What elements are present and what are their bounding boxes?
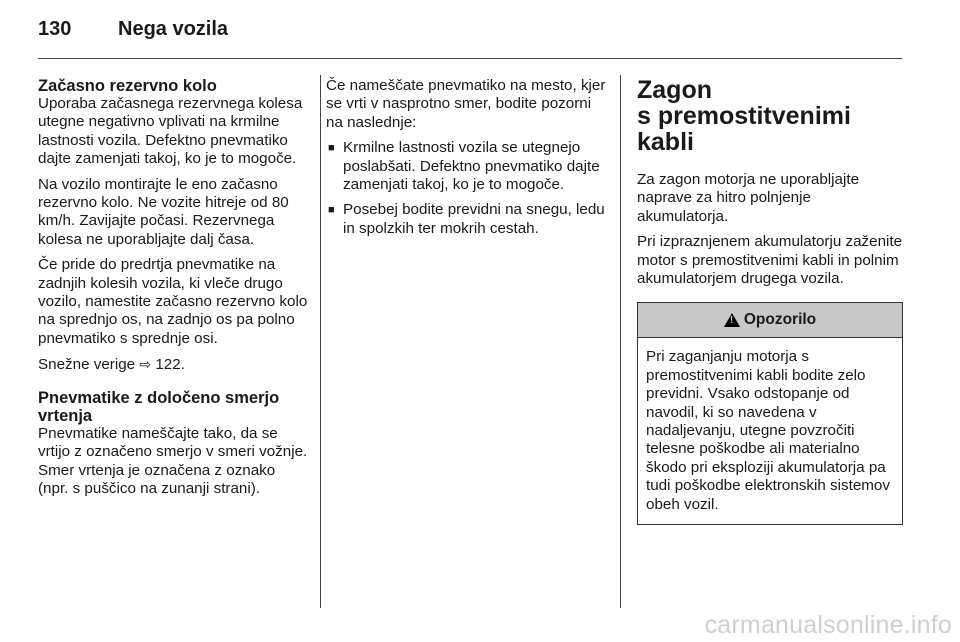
chapter-title: Nega vozila xyxy=(118,18,229,40)
page-number: 130 xyxy=(38,18,72,40)
paragraph: Če nameščate pnevmatiko na mesto, kjer se vrti v nasprotno smer, bodite pozorni na naslednje: xyxy=(326,77,606,131)
paragraph: Če pride do predrtja pnevmatike na zadnjih kolesih vozila, ki vleče drugo vozilo, namestite začasno rezervno kolo na sprednjo os, na zadnjo os pa polno pnevmatiko s sprednje osi. xyxy=(38,256,308,347)
column-left xyxy=(38,77,308,505)
list-item xyxy=(326,201,606,238)
paragraph: Za zagon motorja ne uporabljajte naprave za hitro polnjenje akumulatorja. xyxy=(637,171,860,225)
paragraph: Uporaba začasnega rezervnega kolesa utegne negativno vplivati na krmilne lastnosti vozila. Defektno pnevmatiko dajte zamenjati takoj, ko je to mogoče. xyxy=(38,95,303,168)
paragraph: Pri izpraznjenem akumulatorju zaženite motor s premostitvenimi kabli in polnim akumulatorjem drugega vozila. xyxy=(637,233,903,288)
page-header xyxy=(38,18,228,48)
column-right xyxy=(637,77,903,525)
list-item-text: Posebej bodite previdni na snegu, ledu in spolzkih ter mokrih cestah. xyxy=(343,201,605,237)
heading-line: s premostitvenimi kabli xyxy=(637,102,851,156)
list-item xyxy=(326,139,606,194)
square-bullet-icon: ■ xyxy=(328,142,335,155)
section-heading-directional-tyres: Pnevmatike z določeno smerjo vrtenja xyxy=(38,388,280,425)
warning-box xyxy=(637,302,903,525)
section-heading-jump-start xyxy=(637,77,903,155)
warning-text: Pri zaganjanju motorja s premostitvenimi kabli bodite zelo previdni. Vsako odstopanje od navodil, ki so navedena v nadaljevanju, utegne povzročiti telesne poškodbe ali materialno škodo pri eksploziji akumulatorja pa tudi poškodbe elektronskih sistemov obeh vozil. xyxy=(646,348,890,513)
list-item-text: Krmilne lastnosti vozila se utegnejo poslabšati. Defektno pnevmatiko dajte zamenjati takoj, ko je to mogoče. xyxy=(343,139,600,194)
warning-triangle-icon xyxy=(724,313,740,327)
paragraph: Pnevmatike nameščajte tako, da se vrtijo z označeno smerjo v smeri vožnje. Smer vrtenja je označena z oznako (npr. s puščico na zunanji strani). xyxy=(38,424,308,497)
section-heading-temporary-spare: Začasno rezervno kolo xyxy=(38,77,217,95)
warning-header xyxy=(638,303,902,338)
square-bullet-icon: ■ xyxy=(328,204,335,217)
column-divider xyxy=(620,75,621,608)
cross-reference-page: 122. xyxy=(155,356,185,374)
column-middle xyxy=(326,77,606,245)
heading-line: Zagon xyxy=(637,76,712,104)
paragraph: Na vozilo montirajte le eno začasno rezervno kolo. Ne vozite hitreje od 80 km/h. Zavijajte počasi. Rezervnega kolesa ne uporabljajte dalj časa. xyxy=(38,175,289,248)
cross-reference xyxy=(38,355,308,374)
column-divider xyxy=(320,75,321,608)
warning-title: Opozorilo xyxy=(743,311,817,329)
bullet-list xyxy=(326,139,606,238)
watermark: carmanualsonline.info xyxy=(704,611,952,639)
reference-arrow-icon: ⇨ xyxy=(139,356,152,373)
header-divider xyxy=(38,58,902,59)
cross-reference-text: Snežne verige xyxy=(38,356,136,374)
